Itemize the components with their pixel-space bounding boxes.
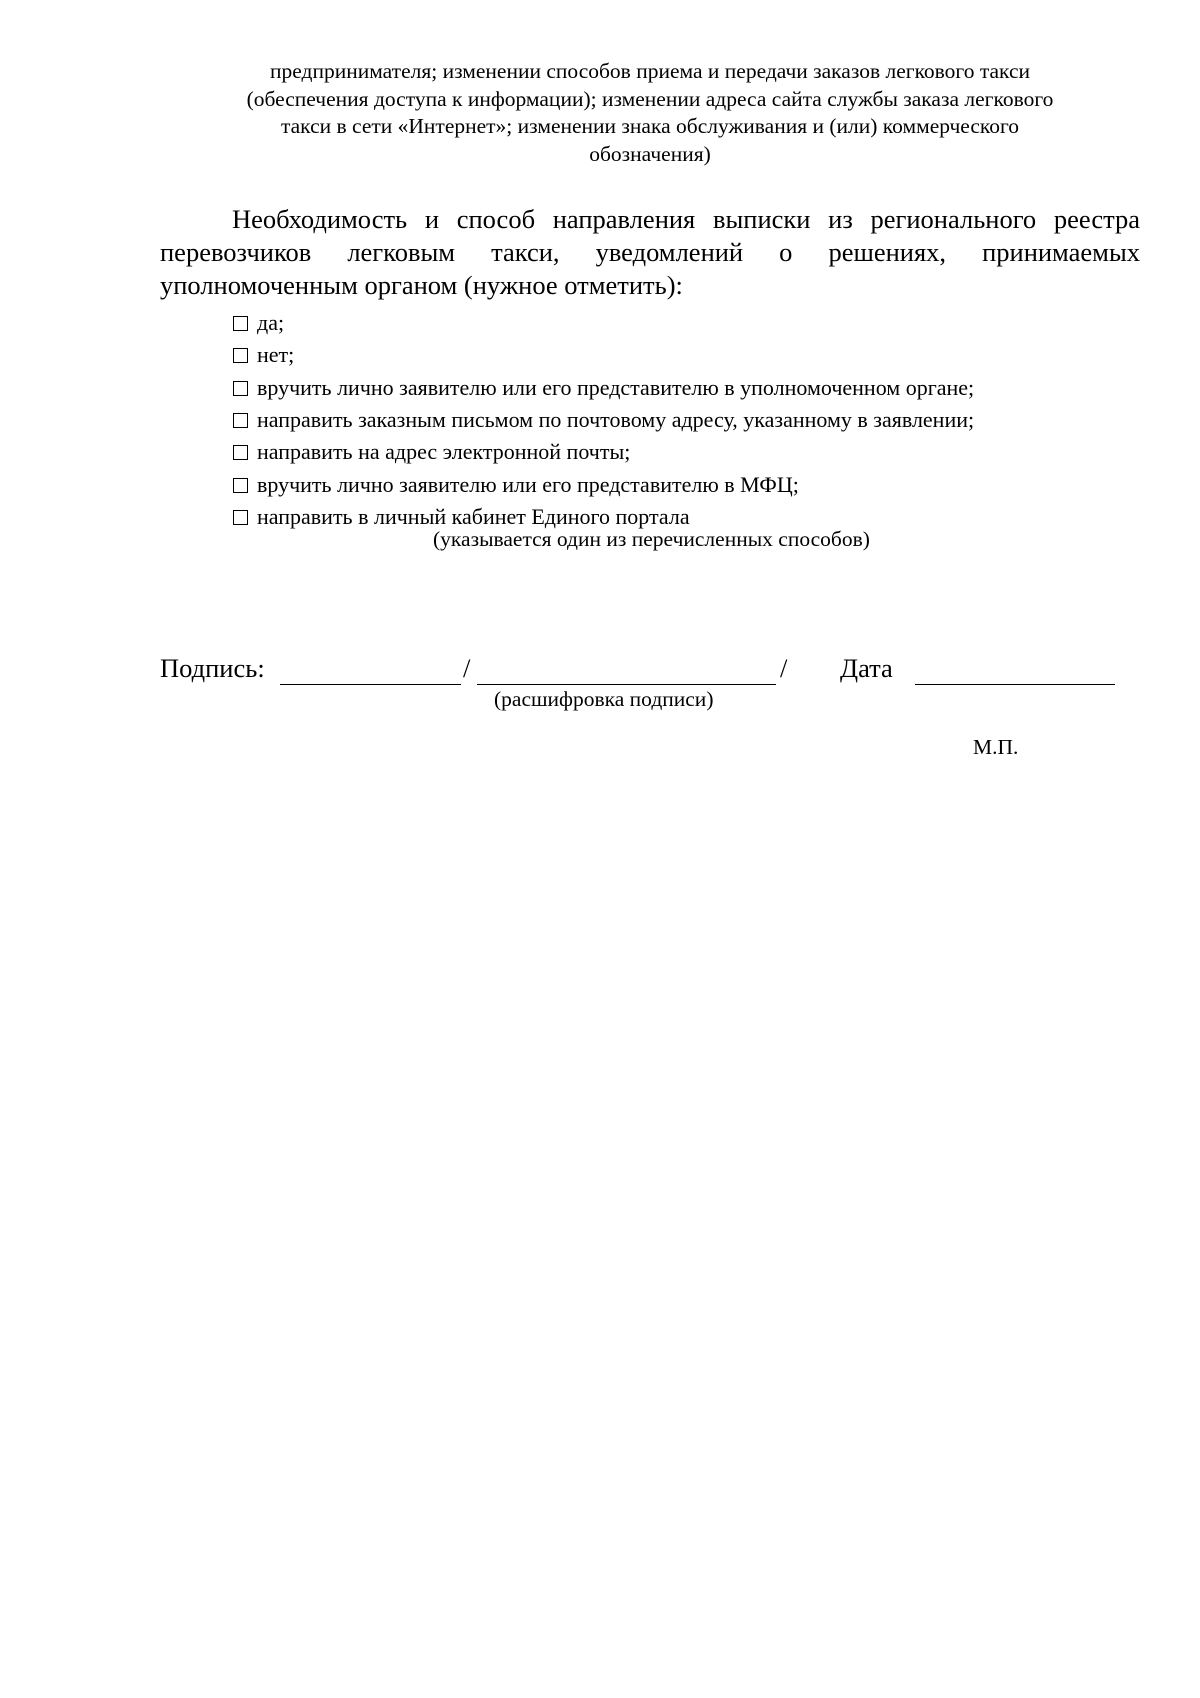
signature-separator: / — [463, 653, 471, 683]
heading-line: перевозчиков легковым такси, уведомлений о решениях, принимаемых — [160, 237, 1140, 267]
option-label: направить в личный кабинет Единого портала — [257, 503, 690, 529]
option-label: направить заказным письмом по почтовому адресу, указанному в заявлении; — [257, 407, 975, 433]
signature-transcript-field[interactable] — [477, 684, 776, 685]
option-yes[interactable] — [233, 307, 1133, 339]
option-hand-deliver-authority[interactable] — [233, 372, 1133, 404]
intro-paragraph — [180, 58, 1120, 168]
intro-line: (обеспечения доступа к информации); изменении адреса сайта службы заказа легкового — [246, 86, 1054, 111]
option-registered-mail[interactable] — [233, 404, 1133, 436]
checkbox-icon[interactable] — [233, 381, 248, 396]
heading-line: уполномоченным органом (нужное отметить): — [160, 270, 683, 300]
stamp-place-label: М.П. — [973, 735, 1019, 759]
intro-line: обозначения) — [589, 141, 711, 166]
option-label: направить на адрес электронной почты; — [257, 439, 631, 465]
option-hand-deliver-mfc[interactable] — [233, 468, 1133, 500]
signature-caption: (расшифровка подписи) — [494, 687, 714, 711]
option-label: вручить лично заявителю или его представителю в уполномоченном органе; — [257, 374, 975, 400]
option-label: вручить лично заявителю или его представителю в МФЦ; — [257, 471, 799, 497]
checkbox-icon[interactable] — [233, 348, 248, 363]
signature-separator: / — [780, 653, 788, 683]
date-label: Дата — [840, 653, 893, 683]
checkbox-icon[interactable] — [233, 510, 248, 525]
signature-field[interactable] — [280, 684, 461, 685]
options-note: (указывается один из перечисленных способов) — [433, 527, 870, 551]
heading-line: Необходимость и способ направления выписки из регионального реестра — [232, 204, 1140, 234]
option-no[interactable] — [233, 339, 1133, 371]
intro-line: такси в сети «Интернет»; изменении знака обслуживания и (или) коммерческого — [280, 114, 1020, 138]
signature-label: Подпись: — [160, 653, 265, 683]
option-label: нет; — [257, 342, 295, 368]
checkbox-icon[interactable] — [233, 413, 248, 428]
delivery-options-list — [233, 307, 1133, 533]
delivery-method-heading — [160, 203, 1140, 302]
option-label: да; — [257, 310, 285, 336]
option-email[interactable] — [233, 436, 1133, 468]
date-field[interactable] — [915, 684, 1115, 685]
checkbox-icon[interactable] — [233, 316, 248, 331]
checkbox-icon[interactable] — [233, 478, 248, 493]
intro-line: предпринимателя; изменении способов приема и передачи заказов легкового такси — [270, 59, 1030, 83]
checkbox-icon[interactable] — [233, 445, 248, 460]
